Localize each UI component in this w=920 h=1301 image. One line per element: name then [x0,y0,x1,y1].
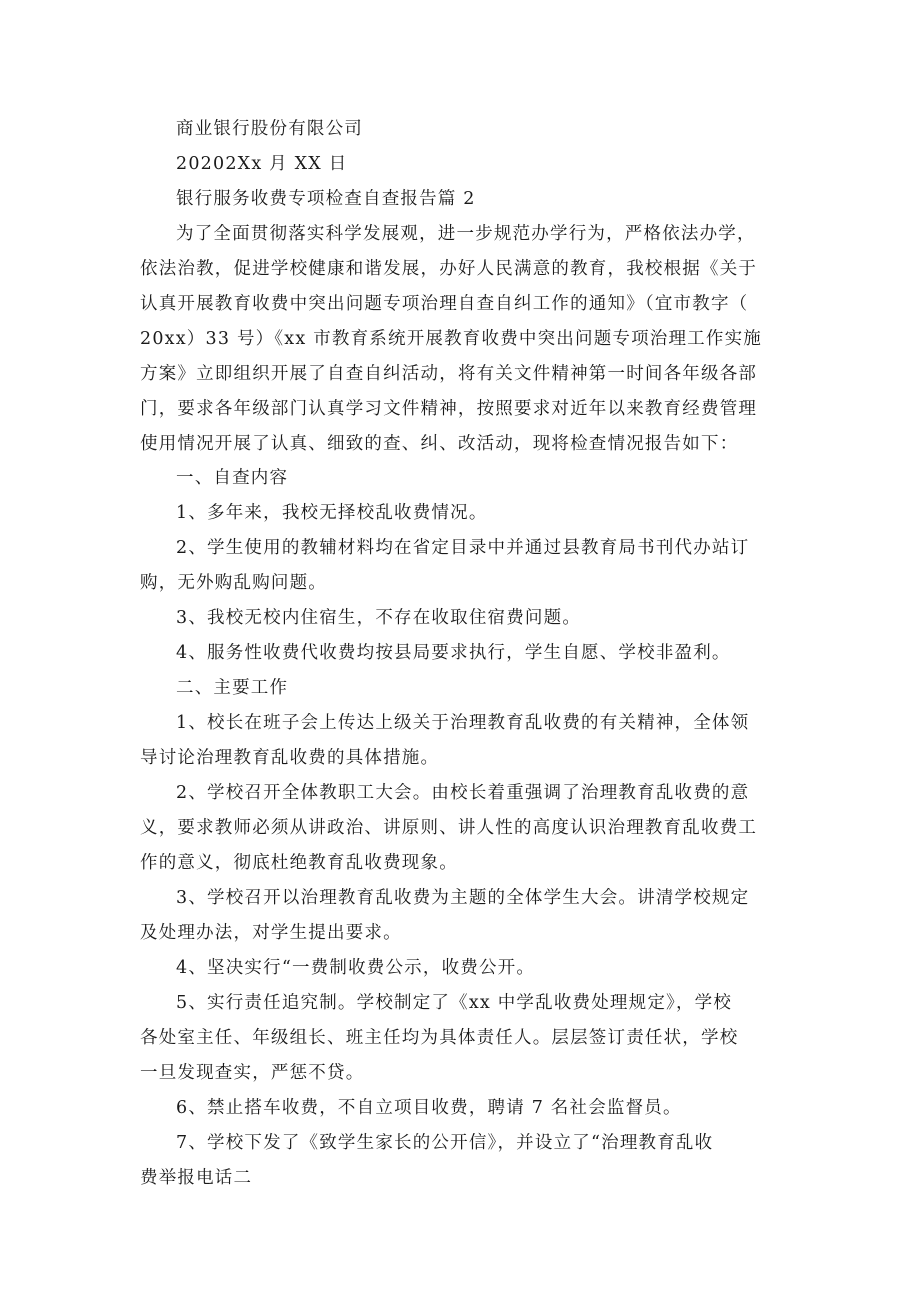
list-item: 7、学校下发了《致学生家长的公开信》，并设立了“治理教育乱收 [176,1133,714,1153]
paragraph-line: 门，要求各年级部门认真学习文件精神，按照要求对近年以来教育经费管理 [140,399,758,419]
company-name: 商业银行股份有限公司 [176,119,363,139]
list-item: 5、实行责任追究制。学校制定了《xx 中学乱收费处理规定》，学校 [176,993,733,1013]
paragraph-line: 使用情况开展了认真、细致的查、纠、改活动，现将检查情况报告如下： [140,434,739,454]
list-item: 3、学校召开以治理教育乱收费为主题的全体学生大会。讲清学校规定 [176,888,750,908]
list-item-continuation: 购，无外购乱购问题。 [140,573,327,593]
list-item: 2、学校召开全体教职工大会。由校长着重强调了治理教育乱收费的意 [176,783,750,803]
list-item-continuation: 及处理办法，对学生提出要求。 [140,923,402,943]
list-item: 6、禁止搭车收费，不自立项目收费，聘请 7 名社会监督员。 [176,1098,682,1118]
list-item-continuation: 义，要求教师必须从讲政治、讲原则、讲人性的高度认识治理教育乱收费工 [140,818,758,838]
paragraph-line: 认真开展教育收费中突出问题专项治理自查自纠工作的通知》（宜市教字（ [140,294,749,314]
list-item: 4、坚决实行“一费制收费公示，收费公开。 [176,958,536,978]
section-heading: 一、自查内容 [176,468,289,488]
list-item: 1、校长在班子会上传达上级关于治理教育乱收费的有关精神，全体领 [176,713,750,733]
section-heading: 二、主要工作 [176,678,289,698]
list-item-continuation: 作的意义，彻底杜绝教育乱收费现象。 [140,853,458,873]
list-item: 1、多年来，我校无择校乱收费情况。 [176,503,488,523]
paragraph-line: 20xx）33 号）《xx 市教育系统开展教育收费中突出问题专项治理工作实施 [140,329,762,349]
paragraph-line: 为了全面贯彻落实科学发展观，进一步规范办学行为，严格依法办学， [176,224,756,244]
report-title: 银行服务收费专项检查自查报告篇 2 [176,189,476,209]
list-item: 2、学生使用的教辅材料均在省定目录中并通过县教育局书刊代办站订 [176,538,750,558]
list-item-continuation: 各处室主任、年级组长、班主任均为具体责任人。层层签订责任状，学校 [140,1028,739,1048]
list-item-continuation: 费举报电话二 [140,1168,253,1188]
list-item-continuation: 导讨论治理教育乱收费的具体措施。 [140,748,440,768]
paragraph-line: 方案》立即组织开展了自查自纠活动，将有关文件精神第一时间各年级各部 [140,364,758,384]
list-item: 4、服务性收费代收费均按县局要求执行，学生自愿、学校非盈利。 [176,643,731,663]
list-item-continuation: 一旦发现查实，严惩不贷。 [140,1063,365,1083]
paragraph-line: 依法治教，促进学校健康和谐发展，办好人民满意的教育，我校根据《关于 [140,259,758,279]
date-line: 20202Xx 月 XX 日 [176,154,348,174]
list-item: 3、我校无校内住宿生，不存在收取住宿费问题。 [176,608,582,628]
